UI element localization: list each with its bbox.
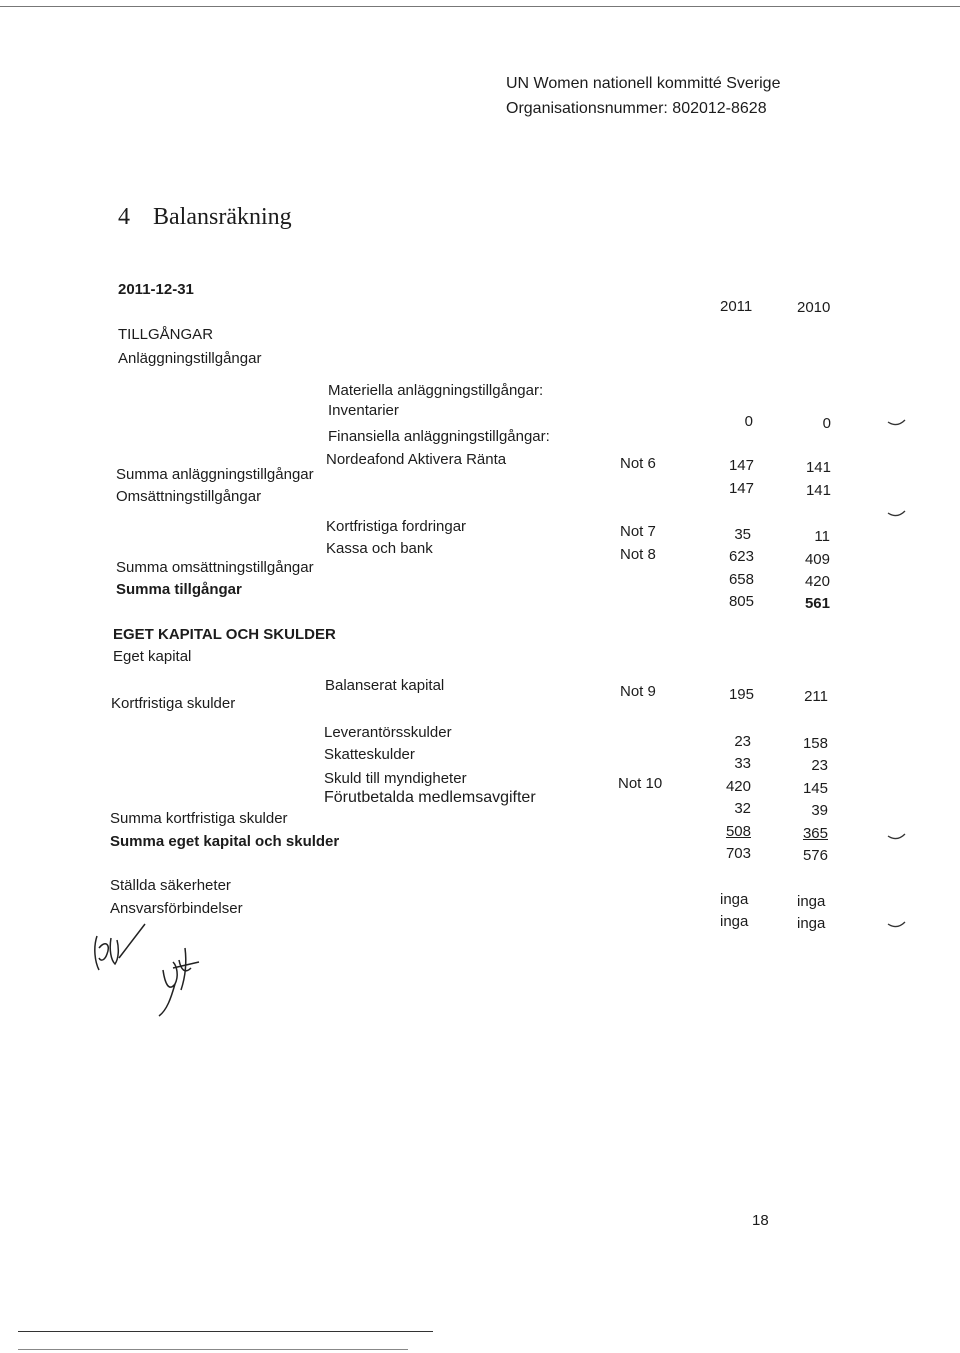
pledged-2011: inga [720, 891, 749, 908]
tick-mark [888, 834, 905, 839]
short-sum-label: Summa kortfristiga skulder [110, 810, 288, 827]
assets-total-2010: 561 [804, 595, 830, 612]
nordeafond-2010: 141 [805, 459, 831, 476]
prepaid-2011: 32 [734, 800, 751, 817]
nordeafond-2011: 147 [728, 457, 754, 474]
receivables-2010: 11 [814, 528, 830, 545]
nordeafond-label: Nordeafond Aktivera Ränta [326, 451, 507, 468]
org-name: UN Women nationell kommitté Sverige [506, 75, 781, 92]
fixed-sum-2011: 147 [728, 480, 754, 497]
prepaid-2010: 39 [811, 802, 828, 819]
short-sum-2011: 508 [725, 823, 751, 840]
authorities-2010: 145 [802, 780, 828, 797]
receivables-2011: 35 [734, 526, 751, 543]
balance-date: 2011-12-31 [118, 281, 194, 298]
tangible-label: Materiella anläggningstillgångar: [328, 382, 544, 399]
equity-liabilities-heading: EGET KAPITAL OCH SKULDER [113, 626, 336, 643]
page-number: 18 [752, 1212, 769, 1229]
tax-label: Skatteskulder [324, 746, 415, 763]
retained-2011: 195 [728, 686, 754, 703]
authorities-note: Not 10 [618, 775, 663, 792]
org-number: Organisationsnummer: 802012-8628 [506, 100, 767, 117]
year-2010-header: 2010 [797, 299, 831, 316]
equity-liabilities-total-2010: 576 [802, 847, 828, 864]
authorities-2011: 420 [725, 778, 751, 795]
fixed-sum-2010: 141 [805, 482, 831, 499]
cash-2011: 623 [728, 548, 754, 565]
pledged-2010: inga [797, 893, 826, 910]
tick-mark [888, 420, 905, 425]
short-sum-2010: 365 [802, 825, 828, 842]
cash-note: Not 8 [620, 546, 656, 563]
suppliers-2011: 23 [734, 733, 751, 750]
cash-2010: 409 [804, 551, 830, 568]
contingent-2011: inga [720, 913, 749, 930]
pledged-label: Ställda säkerheter [110, 877, 231, 894]
retained-label: Balanserat kapital [325, 677, 445, 694]
equity-liabilities-total-2011: 703 [725, 845, 751, 862]
equity-heading: Eget kapital [113, 648, 192, 665]
tick-mark [888, 511, 905, 516]
short-liabilities-heading: Kortfristiga skulder [111, 695, 236, 712]
nordeafond-note: Not 6 [620, 455, 656, 472]
inventory-label: Inventarier [328, 402, 399, 419]
assets-total-label: Summa tillgångar [116, 581, 242, 598]
bottom-rule [18, 1349, 408, 1350]
prepaid-label: Förutbetalda medlemsavgifter [324, 789, 536, 806]
tax-2011: 33 [734, 755, 751, 772]
signature [145, 940, 215, 1020]
fixed-sum-label: Summa anläggningstillgångar [116, 466, 314, 483]
section-title: Balansräkning [153, 204, 292, 230]
authorities-label: Skuld till myndigheter [324, 770, 467, 787]
current-assets-heading: Omsättningstillgångar [116, 488, 262, 505]
suppliers-2010: 158 [802, 735, 828, 752]
retained-2010: 211 [804, 688, 828, 705]
year-2011-header: 2011 [720, 298, 753, 315]
retained-note: Not 9 [620, 683, 656, 700]
assets-total-2011: 805 [728, 593, 754, 610]
inventory-2011: 0 [744, 413, 753, 430]
suppliers-label: Leverantörsskulder [324, 724, 452, 741]
contingent-2010: inga [797, 915, 826, 932]
assets-heading: TILLGÅNGAR [118, 326, 214, 343]
financial-label: Finansiella anläggningstillgångar: [328, 428, 550, 445]
contingent-label: Ansvarsförbindelser [110, 900, 243, 917]
tax-2010: 23 [811, 757, 828, 774]
current-sum-label: Summa omsättningstillgångar [116, 559, 314, 576]
equity-liabilities-total-label: Summa eget kapital och skulder [110, 833, 340, 850]
current-sum-2010: 420 [804, 573, 830, 590]
receivables-label: Kortfristiga fordringar [326, 518, 467, 535]
receivables-note: Not 7 [620, 523, 656, 540]
inventory-2010: 0 [822, 415, 831, 432]
section-number: 4 [118, 204, 130, 230]
bottom-rule [18, 1331, 433, 1332]
cash-label: Kassa och bank [326, 540, 433, 557]
tick-mark [888, 922, 905, 927]
current-sum-2011: 658 [728, 571, 754, 588]
fixed-assets-heading: Anläggningstillgångar [118, 350, 262, 367]
